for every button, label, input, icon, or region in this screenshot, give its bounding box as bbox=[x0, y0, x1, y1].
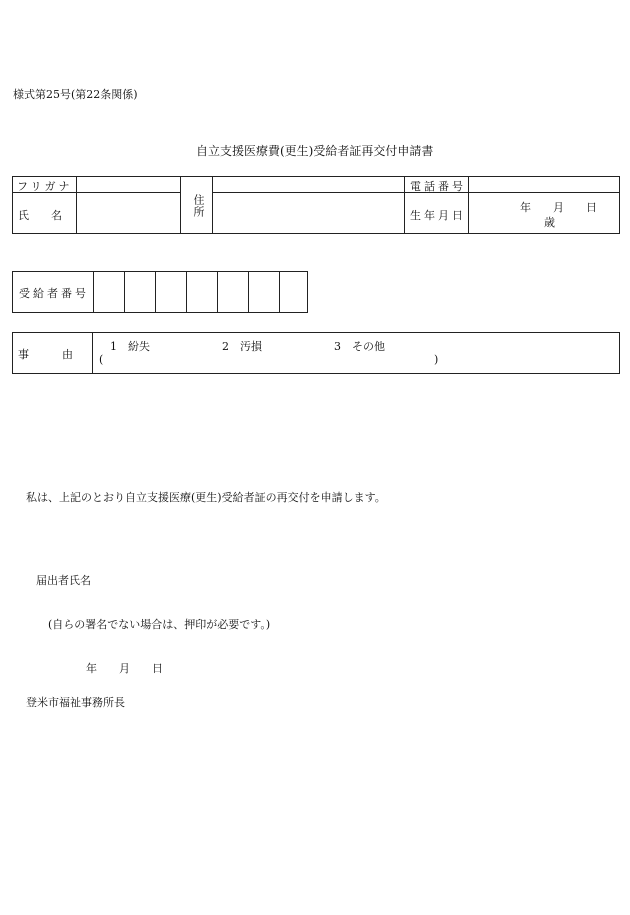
applicant-name-label: 届出者氏名 bbox=[36, 574, 91, 587]
form-title: 自立支援医療費(更生)受給者証再交付申請書 bbox=[196, 144, 434, 158]
form-number: 様式第25号(第22条関係) bbox=[13, 88, 138, 101]
name-label: 氏 名 bbox=[18, 209, 62, 222]
application-statement: 私は、上記のとおり自立支援医療(更生)受給者証の再交付を申請します。 bbox=[26, 491, 386, 504]
address-field[interactable] bbox=[213, 177, 403, 233]
reason-option-other[interactable]: 3 その他 bbox=[334, 340, 385, 353]
recipient-number-field[interactable] bbox=[93, 272, 307, 312]
reason-option-lost[interactable]: 1 紛失 bbox=[110, 340, 150, 353]
name-field[interactable] bbox=[77, 193, 179, 233]
birthdate-units: 年 月 日 bbox=[520, 201, 597, 214]
furigana-label: フリガナ bbox=[17, 180, 73, 193]
furigana-field[interactable] bbox=[77, 177, 179, 192]
reason-label: 事 由 bbox=[18, 348, 73, 361]
birthdate-label: 生年月日 bbox=[410, 209, 466, 222]
addressee: 登米市福祉事務所長 bbox=[26, 696, 125, 709]
address-label: 住所 bbox=[192, 194, 205, 218]
reason-option-damaged[interactable]: 2 汚損 bbox=[222, 340, 262, 353]
other-open-paren: ( bbox=[99, 353, 104, 366]
phone-label: 電話番号 bbox=[410, 180, 466, 193]
date-line: 年 月 日 bbox=[86, 662, 163, 675]
other-close-paren: ) bbox=[434, 353, 439, 366]
other-reason-field[interactable] bbox=[108, 353, 432, 367]
phone-field[interactable] bbox=[469, 177, 619, 192]
applicant-name-field[interactable] bbox=[100, 570, 400, 586]
seal-note: (自らの署名でない場合は、押印が必要です。) bbox=[48, 618, 271, 631]
age-unit: 歳 bbox=[544, 216, 555, 229]
birthdate-field[interactable] bbox=[469, 193, 619, 233]
recipient-number-label: 受給者番号 bbox=[19, 287, 89, 300]
